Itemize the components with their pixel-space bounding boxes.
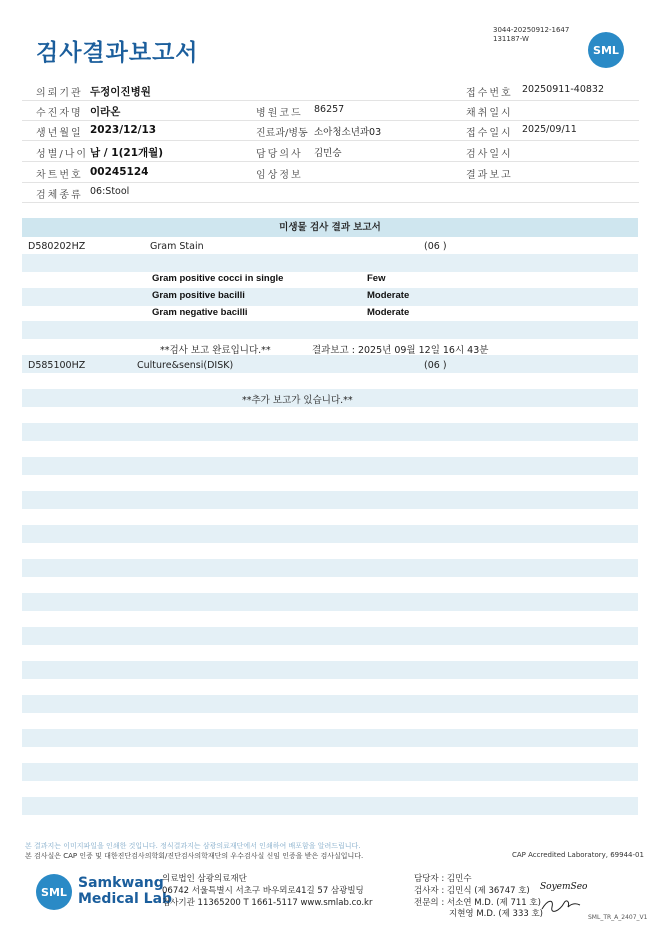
accreditation-notice: 본 검사실은 CAP 인증 및 대한진단검사의학회/진단검사의학재단의 우수검사실 신임 인증을 받은 검사실입니다.	[25, 852, 364, 860]
sex-age-label: 성별/나이	[36, 149, 89, 160]
brand-line2: Medical Lab	[78, 891, 173, 907]
gram-result-organism: Gram negative bacilli	[152, 307, 248, 318]
report-title: 미생물 검사 결과 보고서	[22, 218, 638, 237]
form-code: SML_TR_A_2407_V1	[588, 914, 648, 921]
specimen-value: 06:Stool	[90, 186, 130, 197]
doctor-value: 김민승	[314, 148, 342, 159]
examiner: 검사자 : 김민식 (제 36747 호)	[414, 886, 530, 896]
document-id	[493, 26, 569, 44]
test1-name: Gram Stain	[150, 241, 204, 252]
chart-label: 차트번호	[36, 170, 83, 181]
row-band	[22, 593, 638, 611]
hospital-code-label: 병원코드	[256, 108, 303, 119]
row-band	[22, 457, 638, 475]
info-row-sex	[22, 141, 639, 162]
cap-accreditation: CAP Accredited Laboratory, 69944-01	[512, 851, 644, 859]
info-row-specimen	[22, 182, 639, 203]
row-band	[22, 525, 638, 543]
receipt-date-label: 접수일시	[466, 128, 513, 139]
dept-label: 진료과/병동	[256, 128, 308, 139]
clinical-label: 임상정보	[256, 170, 303, 181]
dept-value: 소아청소년과03	[314, 127, 382, 138]
chart-value: 00245124	[90, 166, 149, 178]
gram-result-amount: Moderate	[367, 290, 410, 301]
brand-line1: Samkwang	[78, 875, 164, 891]
row-band	[22, 355, 638, 373]
test2-specimen: (06 )	[424, 360, 447, 371]
page-title: 검사결과보고서	[36, 40, 199, 66]
specialist2: 지현영 M.D. (제 333 호)	[449, 909, 544, 919]
row-band	[22, 763, 638, 781]
org-address: 06742 서울특별시 서초구 바우뫼로41길 57 삼광빌딩	[162, 886, 364, 896]
row-band	[22, 797, 638, 815]
footer-sml-logo-icon: SML	[36, 874, 72, 910]
info-row-birth	[22, 120, 639, 141]
row-band	[22, 288, 638, 306]
complete-note: **검사 보고 완료입니다.**	[160, 345, 271, 356]
hospital-value: 두정이진병원	[90, 86, 151, 98]
specimen-label: 검체종류	[36, 190, 83, 201]
sex-age-value: 남 / 1(21개월)	[90, 147, 164, 159]
org-contact: 검사기관 11365200 T 1661-5117 www.smlab.co.kr	[162, 898, 373, 908]
test-date-label: 검사일시	[466, 149, 513, 160]
info-row-patient	[22, 100, 639, 121]
receipt-date-value: 2025/09/11	[522, 124, 577, 135]
document-id-line2: 131187-W	[493, 35, 529, 43]
examiner-signature: SoyemSeo	[540, 882, 588, 892]
sml-logo-icon: SML	[588, 32, 624, 68]
patient-label: 수진자명	[36, 108, 83, 119]
row-band	[22, 661, 638, 679]
specialist-signature	[540, 897, 582, 913]
row-band	[22, 491, 638, 509]
patient-value: 이라온	[90, 106, 121, 118]
row-band	[22, 559, 638, 577]
row-band	[22, 321, 638, 339]
hospital-code-value: 86257	[314, 104, 345, 115]
receipt-no-value: 20250911-40832	[522, 84, 605, 95]
row-band	[22, 695, 638, 713]
result-report-time: 결과보고 : 2025년 09월 12일 16시 43분	[312, 345, 489, 356]
collect-date-label: 채취일시	[466, 108, 513, 119]
gram-result-organism: Gram positive cocci in single	[152, 273, 284, 284]
image-notice: 본 결과지는 이미지파일을 인쇄한 것입니다. 정식결과지는 삼광의료재단에서 인쇄하여 배포함을 알려드립니다.	[25, 842, 361, 850]
document-id-line1: 3044-20250912-1647	[493, 26, 570, 34]
row-band	[22, 627, 638, 645]
test2-code: D585100HZ	[28, 360, 86, 371]
specialist1: 전문의 : 서소연 M.D. (제 711 호)	[414, 898, 541, 908]
birth-label: 생년월일	[36, 128, 83, 139]
test2-name: Culture&sensi(DISK)	[137, 360, 234, 371]
additional-note: **추가 보고가 있습니다.**	[242, 395, 353, 406]
gram-result-amount: Few	[367, 273, 386, 284]
gram-result-amount: Moderate	[367, 307, 410, 318]
birth-value: 2023/12/13	[90, 124, 157, 136]
row-band	[22, 423, 638, 441]
doctor-label: 담당의사	[256, 149, 303, 160]
row-band	[22, 729, 638, 747]
gram-result-organism: Gram positive bacilli	[152, 290, 245, 301]
row-band	[22, 254, 638, 272]
manager: 담당자 : 김민수	[414, 874, 472, 884]
report-label: 결과보고	[466, 170, 513, 181]
test1-specimen: (06 )	[424, 241, 447, 252]
test1-code: D580202HZ	[28, 241, 86, 252]
info-row-chart	[22, 162, 639, 183]
info-row-hospital	[22, 80, 639, 101]
hospital-label: 의뢰기관	[36, 88, 83, 99]
org-name: 의료법인 삼광의료재단	[162, 874, 247, 884]
receipt-no-label: 접수번호	[466, 88, 513, 99]
